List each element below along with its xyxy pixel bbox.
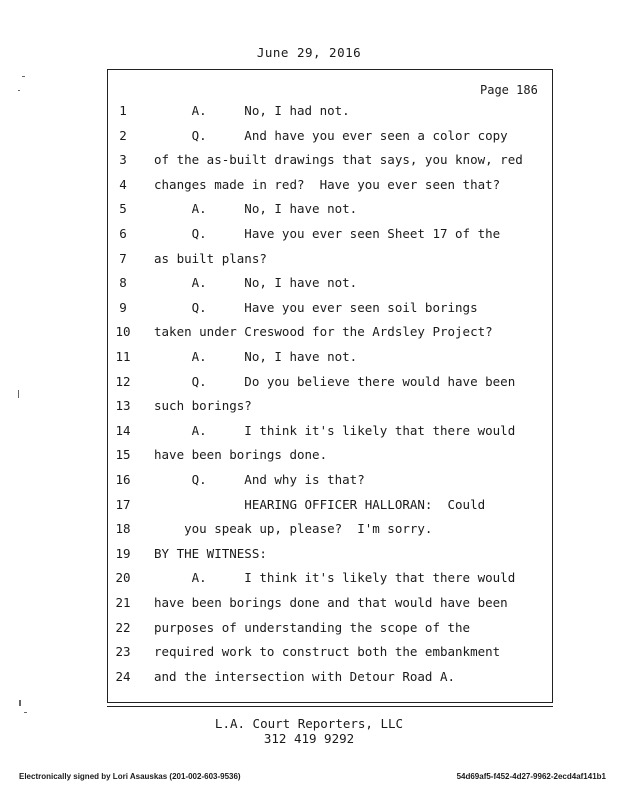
line-text: A. No, I have not. — [154, 349, 358, 364]
scan-speck — [18, 390, 19, 398]
line-text: Q. Have you ever seen soil borings — [154, 299, 478, 315]
line-text: HEARING OFFICER HALLORAN: Could — [154, 496, 486, 512]
scan-speck — [22, 76, 25, 77]
scan-speck — [24, 712, 27, 713]
line-text: of the as-built drawings that says, you know, red — [154, 152, 523, 168]
line-number: 2 — [119, 127, 127, 143]
transcript-line — [0, 201, 560, 217]
transcript-line — [0, 570, 560, 586]
line-text: you speak up, please? I'm sorry. — [154, 521, 433, 537]
line-number: 4 — [119, 176, 127, 192]
transcript-line — [0, 398, 560, 414]
page-number: Page 186 — [480, 83, 538, 97]
transcript-line — [0, 472, 560, 488]
transcript-line — [0, 349, 560, 365]
line-number: 17 — [115, 496, 131, 512]
line-text: A. I think it's likely that there would — [154, 422, 516, 438]
transcript-line — [0, 300, 560, 316]
document-id: 54d69af5-f452-4d27-9962-2ecd4af141b1 — [456, 772, 606, 781]
line-text: taken under Creswood for the Ardsley Project? — [154, 324, 493, 340]
line-number: 1 — [119, 103, 127, 118]
line-number: 9 — [119, 299, 127, 315]
court-reporter-phone: 312 419 9292 — [263, 731, 355, 746]
line-number: 6 — [119, 226, 127, 241]
line-text: Q. And why is that? — [154, 472, 365, 487]
transcript-date: June 29, 2016 — [256, 45, 362, 60]
transcript-line — [0, 177, 560, 193]
transcript-line — [0, 251, 560, 267]
line-text: have been borings done. — [154, 447, 328, 463]
line-number: 19 — [115, 545, 131, 561]
line-number: 3 — [119, 152, 127, 168]
line-number: 23 — [115, 644, 131, 660]
line-text: Q. Do you believe there would have been — [154, 373, 516, 389]
line-number: 15 — [115, 447, 131, 463]
line-text: A. I think it's likely that there would — [154, 570, 516, 586]
line-text: Q. And have you ever seen a color copy — [154, 127, 508, 143]
line-text: such borings? — [154, 398, 252, 414]
line-number: 16 — [115, 472, 131, 487]
line-number: 10 — [115, 324, 131, 340]
line-text: changes made in red? Have you ever seen that? — [154, 176, 501, 192]
line-text: A. No, I have not. — [154, 201, 358, 217]
transcript-line — [0, 546, 560, 562]
transcript-line — [0, 324, 560, 340]
transcript-line — [0, 497, 560, 513]
transcript-line — [0, 128, 560, 144]
line-number: 5 — [119, 201, 127, 217]
transcript-line — [0, 521, 560, 537]
line-number: 22 — [115, 619, 131, 635]
page-frame-bottom-rule — [107, 706, 553, 707]
line-number: 20 — [115, 570, 131, 586]
transcript-line — [0, 103, 560, 119]
transcript-line — [0, 669, 560, 685]
transcript-line — [0, 374, 560, 390]
line-number: 21 — [115, 595, 131, 610]
line-text: A. No, I had not. — [154, 103, 350, 118]
line-number: 7 — [119, 250, 127, 266]
scan-speck — [19, 700, 21, 706]
scan-speck — [18, 90, 20, 91]
transcript-line — [0, 226, 560, 242]
line-text: BY THE WITNESS: — [154, 545, 267, 561]
line-number: 14 — [115, 422, 131, 438]
line-number: 24 — [115, 668, 131, 684]
line-text: as built plans? — [154, 250, 267, 266]
transcript-line — [0, 620, 560, 636]
line-text: A. No, I have not. — [154, 275, 358, 291]
transcript-line — [0, 423, 560, 439]
transcript-line — [0, 152, 560, 168]
line-text: have been borings done and that would have been — [154, 595, 508, 610]
line-text: required work to construct both the embankment — [154, 644, 501, 660]
transcript-line — [0, 447, 560, 463]
transcript-line — [0, 275, 560, 291]
court-reporter-name: L.A. Court Reporters, LLC — [214, 716, 404, 731]
electronic-signature-note: Electronically signed by Lori Asauskas (201-002-603-9536) — [19, 772, 241, 781]
line-text: purposes of understanding the scope of the — [154, 619, 471, 635]
transcript-line — [0, 644, 560, 660]
line-text: Q. Have you ever seen Sheet 17 of the — [154, 226, 501, 241]
line-number: 11 — [115, 349, 131, 364]
line-number: 13 — [115, 398, 131, 414]
line-text: and the intersection with Detour Road A. — [154, 668, 456, 684]
line-number: 12 — [115, 373, 131, 389]
transcript-line — [0, 595, 560, 611]
line-number: 18 — [115, 521, 131, 537]
line-number: 8 — [119, 275, 127, 291]
